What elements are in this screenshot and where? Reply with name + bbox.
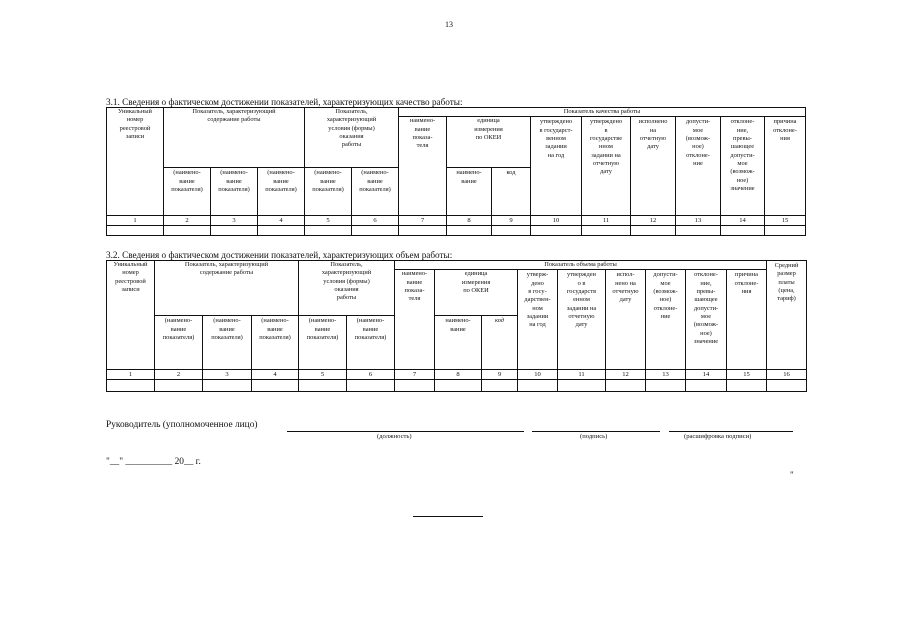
column-number: 8: [435, 370, 482, 380]
header-deviation-allowed: допусти- мое (возмож- ное) отклоне- ние: [646, 270, 686, 370]
column-number: 14: [686, 370, 727, 380]
header-sub-name: (наимено- вание показателя): [164, 168, 211, 216]
header-sub-name: (наимено- вание показателя): [211, 168, 258, 216]
column-number: 4: [258, 216, 305, 226]
column-number: 15: [765, 216, 806, 226]
header-unit-okei: единица измерения по ОКЕИ: [435, 270, 518, 316]
column-number: 12: [606, 370, 646, 380]
header-deviation-reason: причина отклоне- ния: [765, 117, 806, 216]
header-sub-name: (наимено- вание показателя): [352, 168, 399, 216]
column-number: 10: [531, 216, 582, 226]
header-indicator-name: наимено- вание показа- теля: [395, 270, 435, 370]
column-number: 2: [164, 216, 211, 226]
header-unit-name: наимено- вание: [447, 168, 492, 216]
header-unit-code: код: [482, 316, 518, 370]
column-number: 7: [395, 370, 435, 380]
header-average-fee: Средний размер платы (цена, тариф): [767, 261, 807, 370]
column-number: 6: [352, 216, 399, 226]
header-deviation-allowed: допусти- мое (возмож- ное) отклоне- ние: [676, 117, 721, 216]
date-line: "__" __________ 20__ г.: [106, 457, 201, 467]
header-approved-report: утвержден о в государств енном задании на отчетную дату: [558, 270, 606, 370]
column-number: 13: [646, 370, 686, 380]
position-caption: (должность): [377, 433, 412, 440]
page-number: 13: [445, 20, 453, 29]
header-indicator-name: наимено- вание показа- теля: [399, 117, 447, 216]
column-number: 1: [107, 370, 155, 380]
column-number: 3: [203, 370, 252, 380]
column-number: 16: [767, 370, 807, 380]
header-deviation-exceed: отклоне- ние, превы- шающее допусти- мое (возмож- ное) значение: [686, 270, 727, 370]
column-number: 9: [482, 370, 518, 380]
column-number: 8: [447, 216, 492, 226]
header-sub-name: (наимено- вание показателя): [258, 168, 305, 216]
column-number: 10: [518, 370, 558, 380]
column-number: 13: [676, 216, 721, 226]
volume-indicators-table: [106, 260, 807, 392]
header-approved-year: утверждено в государст- венном задании на год: [531, 117, 582, 216]
section-3-1-title: 3.1. Сведения о фактическом достижении показателей, характеризующих качество работы:: [106, 97, 463, 107]
column-number: 7: [399, 216, 447, 226]
header-deviation-reason: причина отклоне- ния: [727, 270, 767, 370]
header-unit-name: наимено- вание: [435, 316, 482, 370]
section-3-2-title: 3.2. Сведения о фактическом достижении показателей, характеризующих объем работы:: [106, 250, 453, 260]
signature-caption: (подпись): [580, 433, 608, 440]
column-number: 15: [727, 370, 767, 380]
header-deviation-exceed: отклоне- ние, превы- шающее допусти- мое (возмож- ное) значение: [721, 117, 765, 216]
column-number: 6: [347, 370, 395, 380]
decoding-line: [669, 431, 793, 432]
table-row: [107, 380, 807, 392]
header-approved-year: утверж- дено в госу- дарствен- ном задании на год: [518, 270, 558, 370]
header-conditions-indicator: Показатель, характеризующий условия (формы) оказания работы: [299, 261, 395, 316]
header-volume-group: Показатель объема работы: [395, 261, 767, 270]
header-unit-code: код: [492, 168, 531, 216]
header-sub-name: (наимено- вание показателя): [305, 168, 352, 216]
column-number: 14: [721, 216, 765, 226]
footnote-mark: ": [790, 470, 794, 480]
column-number: 2: [155, 370, 203, 380]
header-sub-name: (наимено- вание показателя): [203, 316, 252, 370]
position-line: [287, 431, 524, 432]
column-number: 12: [631, 216, 676, 226]
header-quality-group: Показатель качества работы: [399, 108, 806, 117]
header-conditions-indicator: Показатель, характеризующий условия (формы) оказания работы: [305, 108, 399, 168]
header-content-indicator: Показатель, характеризующий содержание работы: [164, 108, 305, 168]
column-number: 5: [299, 370, 347, 380]
header-unit-okei: единица измерения по ОКЕИ: [447, 117, 531, 168]
header-sub-name: (наимено- вание показателя): [299, 316, 347, 370]
header-executed: испол- нено на отчетную дату: [606, 270, 646, 370]
column-number: 11: [558, 370, 606, 380]
header-content-indicator: Показатель, характеризующий содержание работы: [155, 261, 299, 316]
header-executed: исполнено на отчетную дату: [631, 117, 676, 216]
column-number: 1: [107, 216, 164, 226]
footer-rule: [413, 516, 483, 517]
table-row: [107, 226, 806, 236]
header-approved-report: утверждено в государстве нном задании на отчетную дату: [582, 117, 631, 216]
column-number: 3: [211, 216, 258, 226]
signature-label: Руководитель (уполномоченное лицо): [106, 420, 258, 430]
header-sub-name: (наимено- вание показателя): [252, 316, 299, 370]
column-number: 9: [492, 216, 531, 226]
column-number: 4: [252, 370, 299, 380]
header-unique-record: Уникальный номер реестровой записи: [107, 108, 164, 216]
signature-line: [532, 431, 660, 432]
decoding-caption: (расшифровка подписи): [684, 433, 752, 440]
header-unique-record: Уникальный номер реестровой записи: [107, 261, 155, 370]
header-sub-name: (наимено- вание показателя): [155, 316, 203, 370]
column-number: 5: [305, 216, 352, 226]
header-sub-name: (наимено- вание показателя): [347, 316, 395, 370]
column-number: 11: [582, 216, 631, 226]
quality-indicators-table: [106, 107, 806, 236]
